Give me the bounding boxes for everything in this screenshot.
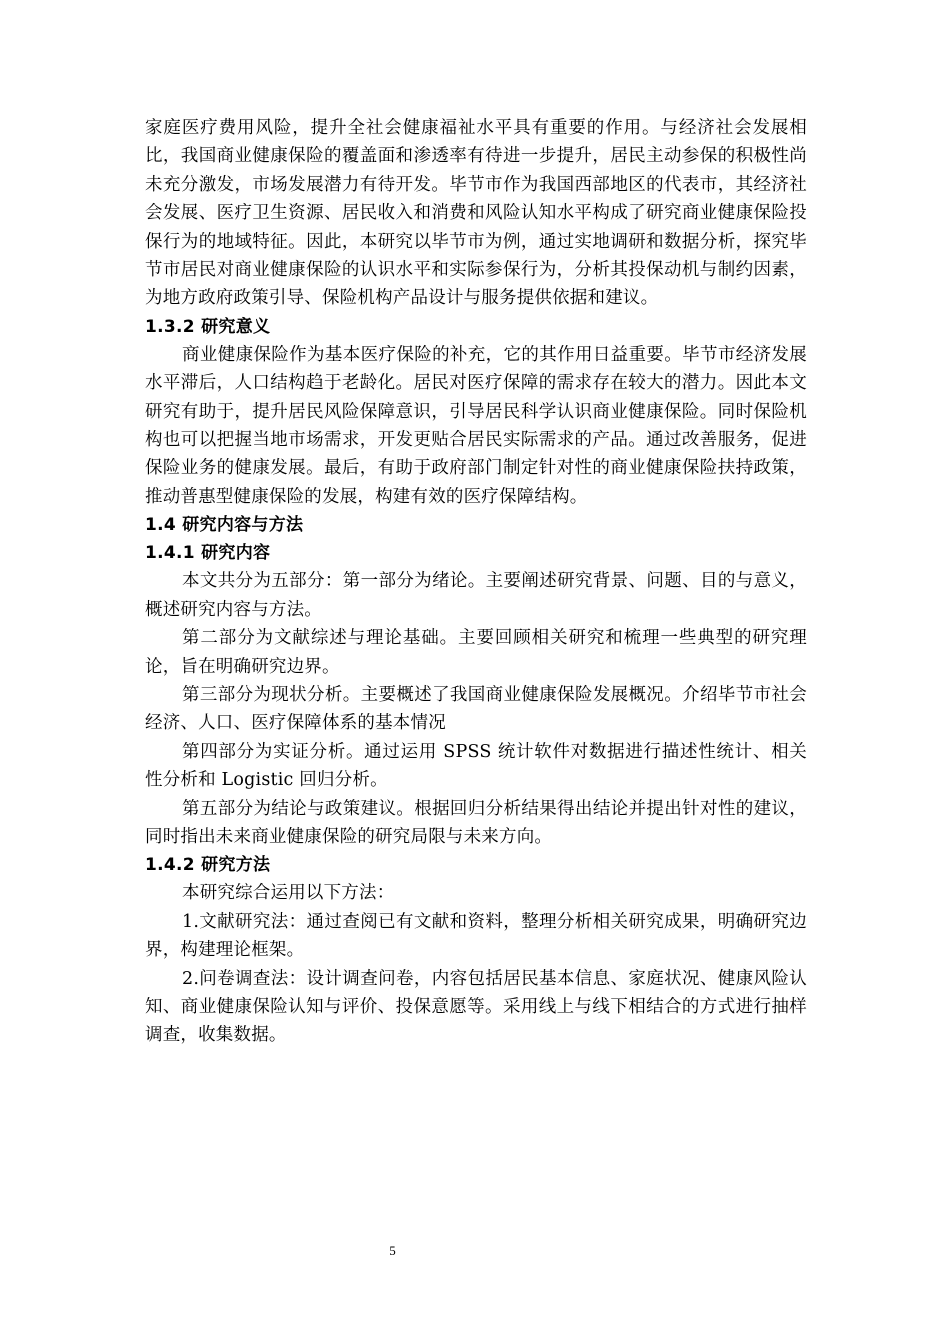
paragraph-content-part-2: 第二部分为文献综述与理论基础。主要回顾相关研究和梳理一些典型的研究理论，旨在明确研究边界。 (145, 628, 807, 677)
paragraph-content-part-1: 本文共分为五部分：第一部分为绪论。主要阐述研究背景、问题、目的与意义，概述研究内容与方法。 (145, 571, 807, 620)
paragraph-method-literature: 1.文献研究法：通过查阅已有文献和资料，整理分析相关研究成果，明确研究边界，构建理论框架。 (145, 911, 807, 961)
page-number: 5 (389, 1243, 396, 1258)
paragraph-continued: 家庭医疗费用风险，提升全社会健康福祉水平具有重要的作用。与经济社会发展相比，我国商业健康保险的覆盖面和渗透率有待进一步提升，居民主动参保的积极性尚未充分激发，市场发展潜力有待开发。毕节市作为我国西部地区的代表市，其经济社会发展、医疗卫生资源、居民收入和消费和风险认知水平构成了研究商业健康保险投保行为的地域特征。因此，本研究以毕节市为例，通过实地调研和数据分析，探究毕节市居民对商业健康保险的认识水平和实际参保行为，分析其投保动机与制约因素，为地方政府政策引导、保险机构产品设计与服务提供依据和建议。 (145, 118, 807, 309)
paragraph-method-questionnaire: 2.问卷调查法：设计调查问卷，内容包括居民基本信息、家庭状况、健康风险认知、商业健康保险认知与评价、投保意愿等。采用线上与线下相结合的方式进行抽样调查，收集数据。 (145, 968, 807, 1046)
section-heading-1-3-2: 1.3.2 研究意义 (145, 316, 271, 337)
paragraph-content-part-4: 第四部分为实证分析。通过运用 SPSS 统计软件对数据进行描述性统计、相关性分析和 Logistic 回归分析。 (145, 741, 807, 791)
section-heading-1-4: 1.4 研究内容与方法 (145, 515, 304, 536)
section-heading-1-4-1: 1.4.1 研究内容 (145, 543, 271, 564)
paragraph-content-part-3: 第三部分为现状分析。主要概述了我国商业健康保险发展概况。介绍毕节市社会经济、人口、医疗保障体系的基本情况 (145, 684, 807, 734)
section-heading-1-4-2: 1.4.2 研究方法 (145, 855, 271, 876)
paragraph-content-part-5: 第五部分为结论与政策建议。根据回归分析结果得出结论并提出针对性的建议，同时指出未来商业健康保险的研究局限与未来方向。 (145, 798, 807, 847)
page-body (145, 114, 807, 1050)
paragraph-significance: 商业健康保险作为基本医疗保险的补充，它的其作用日益重要。毕节市经济发展水平滞后，人口结构趋于老龄化。居民对医疗保障的需求存在较大的潜力。因此本文研究有助于，提升居民风险保障意识，引导居民科学认识商业健康保险。同时保险机构也可以把握当地市场需求，开发更贴合居民实际需求的产品。通过改善服务，促进保险业务的健康发展。最后，有助于政府部门制定针对性的商业健康保险扶持政策，推动普惠型健康保险的发展，构建有效的医疗保障结构。 (145, 344, 807, 507)
paragraph-methods-intro: 本研究综合运用以下方法： (182, 883, 395, 904)
